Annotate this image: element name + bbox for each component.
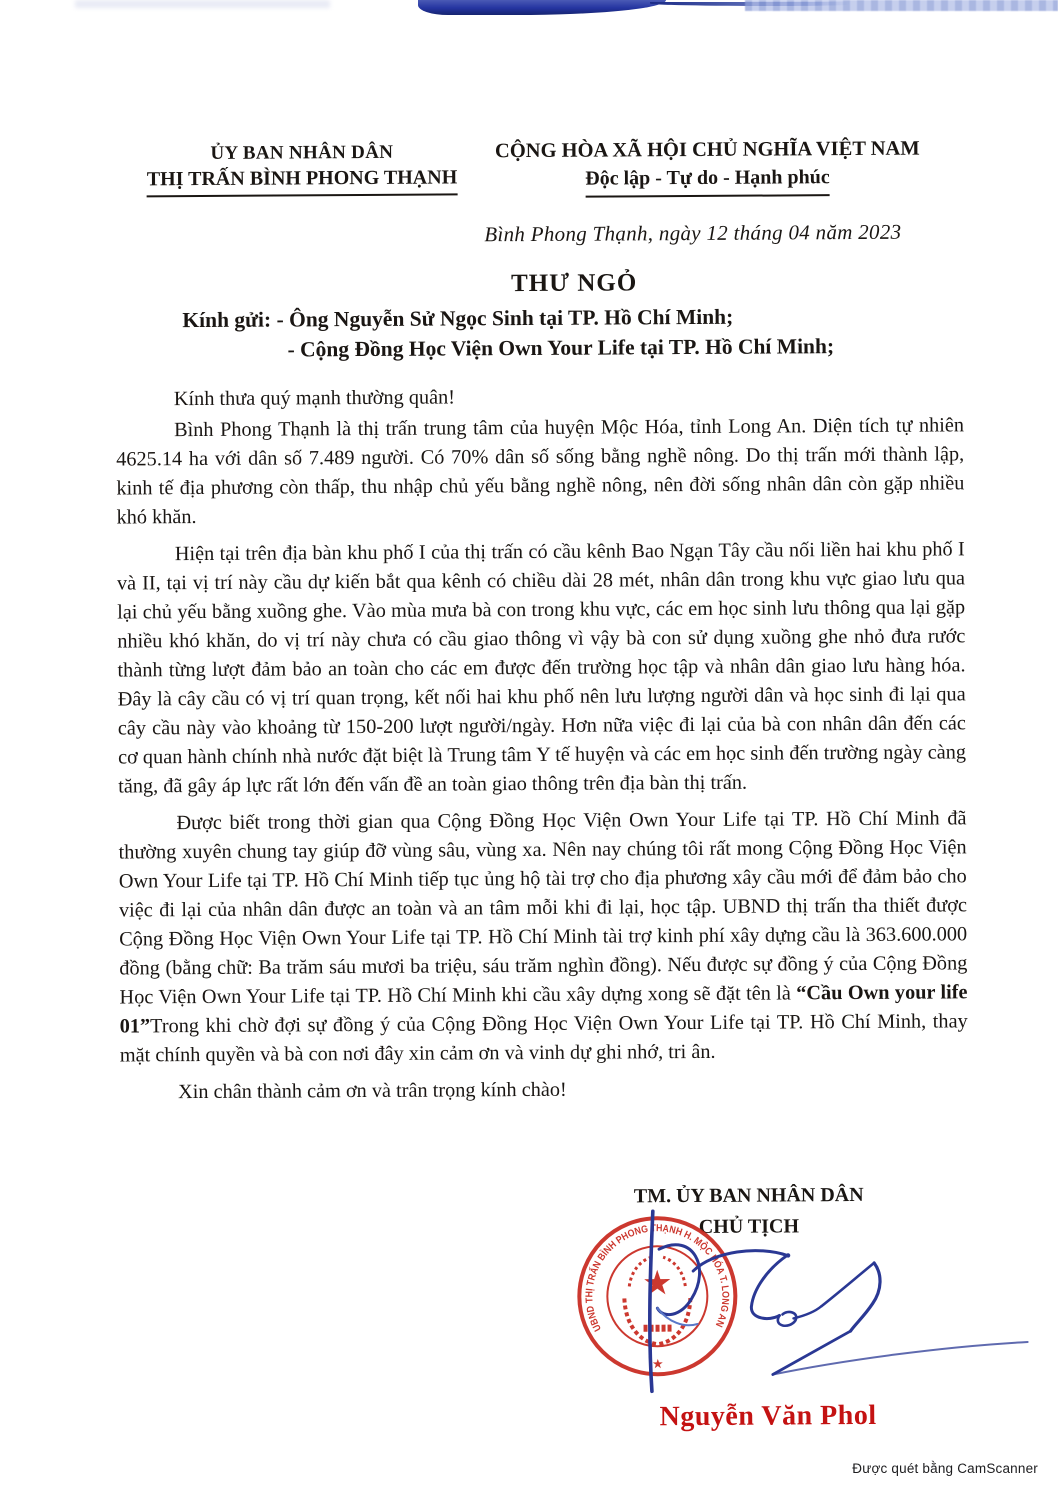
letter-body: [116, 380, 968, 1115]
dateline: Bình Phong Thạnh, ngày 12 tháng 04 năm 2023: [484, 219, 902, 247]
salutation: Kính thưa quý mạnh thường quân!: [173, 386, 456, 411]
paragraph-funding-request: [118, 804, 968, 1070]
org-name-line2: THỊ TRẤN BÌNH PHONG THẠNH: [124, 166, 479, 197]
emblem-star-icon: ★: [641, 1265, 673, 1303]
signoff-on-behalf: TM. ỦY BAN NHÂN DÂN: [633, 1183, 864, 1208]
signature-vertical-stroke: [649, 1211, 654, 1391]
recipient-2: - Cộng Đồng Học Viện Own Your Life tại TP. Hồ Chí Minh;: [287, 334, 835, 362]
closing-line: Xin chân thành cảm ơn và trân trọng kính chào!: [178, 1078, 567, 1104]
letter-title: THƯ NGỎ: [510, 269, 638, 298]
recipients-block: [182, 300, 942, 365]
org-name-line1: ỦY BAN NHÂN DÂN: [210, 141, 394, 164]
national-motto: Độc lập - Tự do - Hạnh phúc: [476, 165, 938, 198]
recipient-1: - Ông Nguyễn Sử Ngọc Sinh tại TP. Hồ Chí Minh;: [276, 304, 734, 332]
funding-request-continued: Trong khi chờ đợi sự đồng ý của Cộng Đồng Học Viện Own Your Life tại TP. Hồ Chí Minh, thay mặt chính quyền và bà con nơi đây xin cảm ơn và vinh dự ghi nhớ, tri ân.: [119, 1010, 968, 1067]
funding-request-text: Được biết trong thời gian qua Cộng Đồng Học Viện Own Your Life tại TP. Hồ Chí Minh đã thường xuyên chung tay giúp đỡ vùng sâu, vùng xa. Nên nay chúng tôi rất mong Cộng Đồng Học Viện Own Your Life tại TP. Hồ Chí Minh tiếp tục ủng hộ tài trợ cho địa phương xây cầu mới để đảm bảo cho việc đi lại của nhân dân được an toàn và an tâm mỗi khi đi lại, học tập. UBND thị trấn tha thiết được Cộng Đồng Học Viện Own Your Life tại TP. Hồ Chí Minh tài trợ kinh phí xây dựng cầu là 363.600.000 đồng (bằng chữ: Ba trăm sáu mươi ba triệu, sáu trăm nghìn đồng). Nếu được sự đồng ý của Cộng Đồng Học Viện Own Your Life tại TP. Hồ Chí Minh khi cầu xây dựng xong sẽ đặt tên là: [118, 807, 968, 1009]
recipients-label: Kính gửi:: [182, 307, 272, 333]
paragraph-town-overview: Bình Phong Thạnh là thị trấn trung tâm của huyện Mộc Hóa, tỉnh Long An. Diện tích tự nhiên 4625.14 ha với dân số 7.489 người. Có 70% dân số sống bằng nghề nông. Do thị trấn mới thành lập, kinh tế địa phương còn thấp, thu nhập chủ yếu bằng nghề nông, nên đời sống nhân dân còn gặp nhiều khó khăn.: [116, 414, 965, 529]
bridge-name-highlight: “Cầu Own your life 01”: [119, 981, 968, 1038]
national-header: [476, 137, 938, 198]
stamp-arc-text: UBND THỊ TRẤN BÌNH PHONG THẠNH H. MỘC HÓA T. LONG AN: [584, 1223, 731, 1333]
issuing-organization-header: [124, 141, 479, 197]
paragraph-bridge-situation: Hiện tại trên địa bàn khu phố I của thị trấn có cầu kênh Bao Ngạn Tây cầu nối liền hai khu phố I và II, tại vị trí này cầu dự kiến bắt qua kênh có chiều dài 28 mét, nhân dân trong khu vực giao lưu qua lại chủ yếu bằng xuồng ghe. Vào mùa mưa bà con trong khu vực, các em học sinh lưu thông qua lại gặp nhiều khó khăn, do vị trí này chưa có cầu giao thông vì vậy bà con sử dụng xuồng ghe nhỏ đưa rước thành từng lượt đảm bảo an toàn cho các em được đến trường học tập và nhân dân giao lưu hàng hóa. Đây là cây cầu có vị trí quan trọng, kết nối hai khu phố nên lưu lượng người dân và học sinh đi lại qua cây cầu này vào khoảng từ 150-200 lượt người/ngày. Hơn nữa việc đi lại của bà con nhân dân đến các cơ quan hành chính nhà nước đặt biệt là Trung tâm Y tế huyện và các em học sinh đến trường ngày càng tăng, đã gây áp lực rất lớn đến vấn đề an toàn giao thông trên địa bàn thị trấn.: [116, 538, 967, 798]
recipient-line-1: [182, 300, 942, 335]
handwritten-signature: [563, 1192, 1044, 1395]
recipient-line-2: [182, 330, 942, 365]
national-title: CỘNG HÒA XÃ HỘI CHỦ NGHĨA VIỆT NAM: [494, 137, 920, 163]
stamp-star-icon: ★: [651, 1356, 664, 1372]
camscanner-watermark: Được quét bằng CamScanner: [852, 1461, 1038, 1476]
signer-name-stamp: Nguyễn Văn Phol: [659, 1399, 877, 1433]
signoff-title: CHỦ TỊCH: [698, 1215, 800, 1238]
